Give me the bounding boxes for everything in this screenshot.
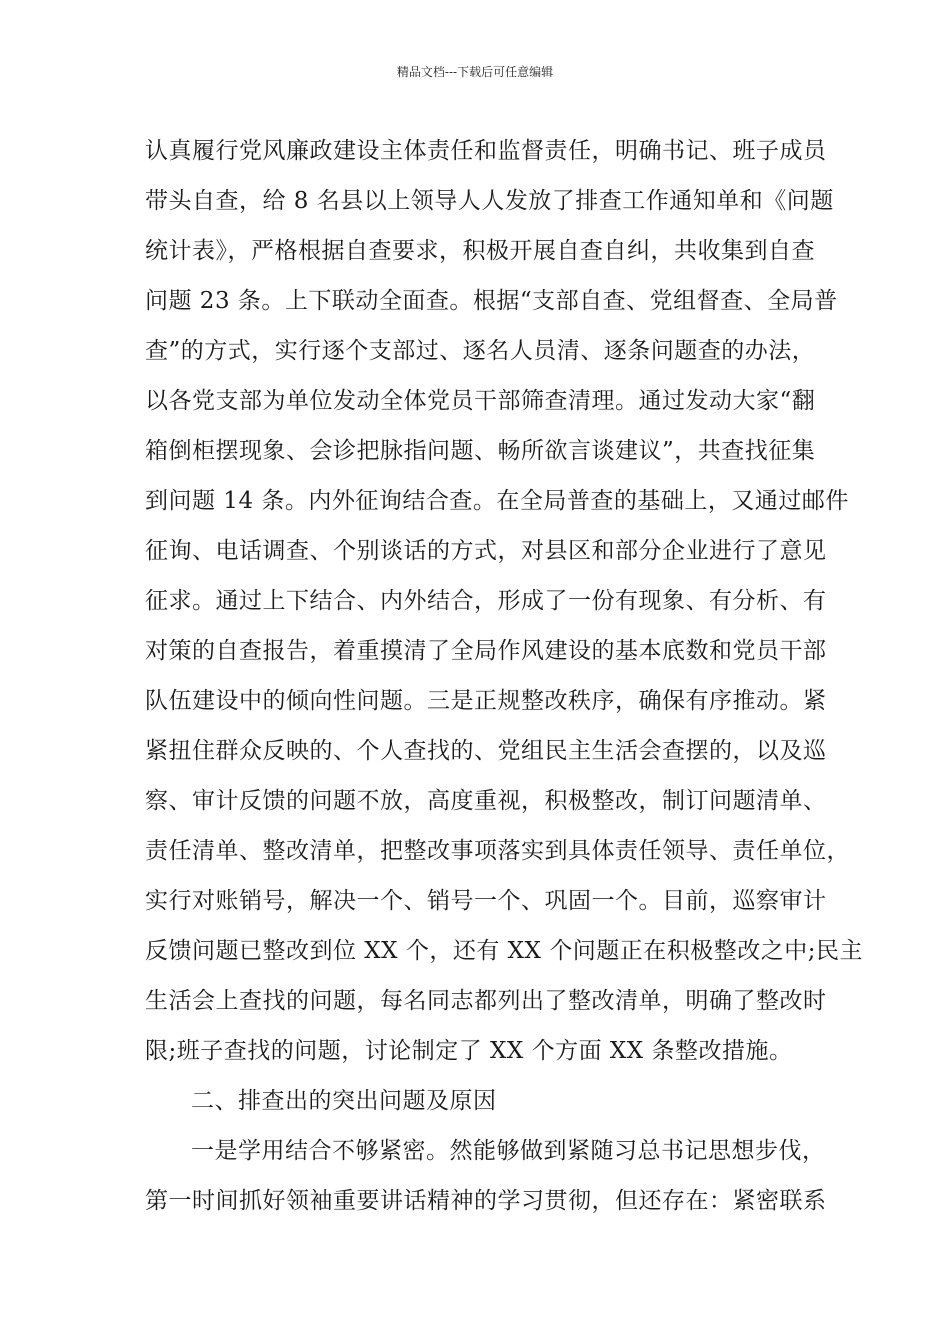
body-line: 带头自查，给 8 名县以上领导人人发放了排查工作通知单和《问题 bbox=[145, 188, 834, 214]
page-header: 精品文档---下载后可任意编辑 bbox=[396, 65, 554, 79]
body-line: 查”的方式，实行逐个支部过、逐名人员清、逐条问题查的办法， bbox=[145, 338, 816, 364]
body-line: 第一时间抓好领袖重要讲话精神的学习贯彻，但还存在：紧密联系 bbox=[145, 1188, 827, 1214]
body-line: 队伍建设中的倾向性问题。三是正规整改秩序，确保有序推动。紧 bbox=[145, 688, 827, 714]
body-line: 以各党支部为单位发动全体党员干部筛查清理。通过发动大家“翻 bbox=[145, 388, 816, 414]
body-line: 责任清单、整改清单，把整改事项落实到具体责任领导、责任单位， bbox=[145, 838, 850, 864]
body-line: 生活会上查找的问题，每名同志都列出了整改清单，明确了整改时 bbox=[145, 988, 827, 1014]
body-line: 统计表》，严格根据自查要求，积极开展自查自纠，共收集到自查 bbox=[145, 238, 815, 264]
body-line: 限;班子查找的问题，讨论制定了 XX 个方面 XX 条整改措施。 bbox=[145, 1038, 793, 1064]
body-line: 反馈问题已整改到位 XX 个，还有 XX 个问题正在积极整改之中;民主 bbox=[145, 938, 863, 964]
section-heading: 二、排查出的突出问题及原因 bbox=[191, 1088, 497, 1114]
body-line: 一是学用结合不够紧密。然能够做到紧随习总书记思想步伐， bbox=[191, 1138, 826, 1164]
body-line: 对策的自查报告，着重摸清了全局作风建设的基本底数和党员干部 bbox=[145, 638, 827, 664]
body-line: 征求。通过上下结合、内外结合，形成了一份有现象、有分析、有 bbox=[145, 588, 827, 614]
body-line: 箱倒柜摆现象、会诊把脉指问题、畅所欲言谈建议”，共查找征集 bbox=[145, 438, 816, 464]
body-line: 实行对账销号，解决一个、销号一个、巩固一个。目前，巡察审计 bbox=[145, 888, 827, 914]
body-line: 问题 23 条。上下联动全面查。根据“支部自查、党组督查、全局普 bbox=[145, 288, 838, 314]
document-body bbox=[145, 126, 863, 1226]
body-line: 紧扭住群众反映的、个人查找的、党组民主生活会查摆的，以及巡 bbox=[145, 738, 827, 764]
body-line: 认真履行党风廉政建设主体责任和监督责任，明确书记、班子成员 bbox=[145, 138, 827, 164]
body-line: 察、审计反馈的问题不放，高度重视，积极整改，制订问题清单、 bbox=[145, 788, 827, 814]
body-line: 到问题 14 条。内外征询结合查。在全局普查的基础上，又通过邮件 bbox=[145, 488, 849, 514]
body-line: 征询、电话调查、个别谈话的方式，对县区和部分企业进行了意见 bbox=[145, 538, 827, 564]
